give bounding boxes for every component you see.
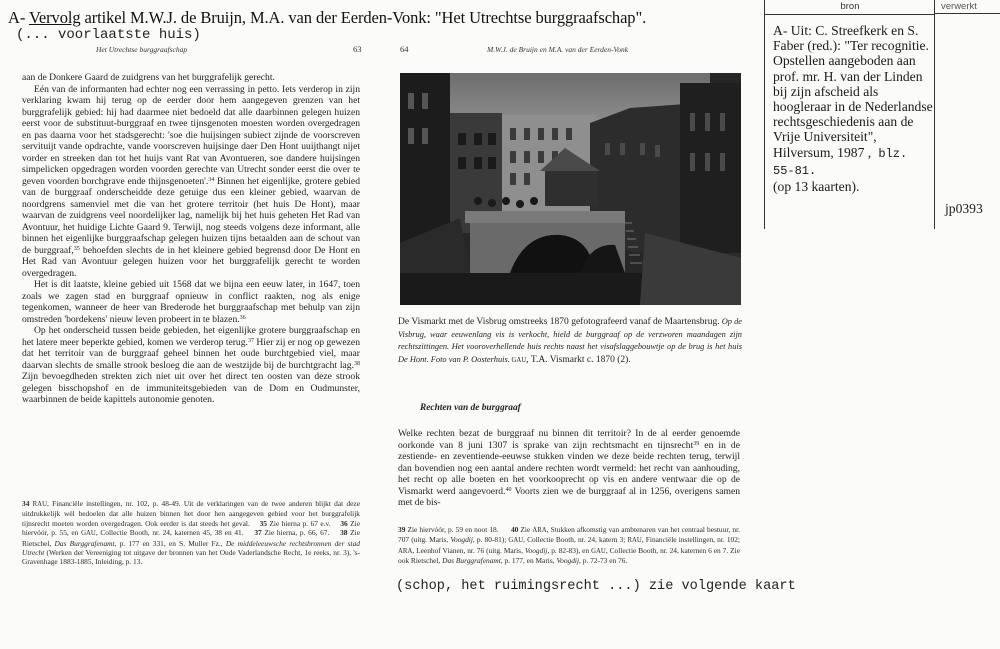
footnote-ref: 37 [247,337,254,344]
footnote-text: Zie hiervóór, p. 55, en [22,518,361,538]
processed-cell [934,14,1000,229]
footnote-text: , Collectie Booth, nr. 24, katernen 45, 38 en 41. [95,528,244,538]
cited-title: Voogdij [556,556,580,566]
paragraph-text: Hier zij er nog op gewezen dat het territoir van de burggraaf geheel binnen het oude burchtgebied viel, maar daarvan slechts de smalle strook besloeg die aan de westzijde bij de burchtgracht lag. [22,336,360,371]
card-title [8,8,646,28]
paragraph-text: en in de zestiende- en zeventiende-eeuwse stukken vinden we deze beide rechten terug, terwijl dan bovendien nog een aantal andere rechten wordt vermeld: het recht van aanhouding, het recht op alle boeten en het voorkooprecht op vis en andere ventwaar die op de Vismarkt werd aangevoerd. [398,439,740,497]
cited-title: Voogdij [524,545,548,555]
footnote-text: , p. 82-83), en [547,545,592,555]
paragraph [22,84,360,280]
cited-title: Voogdij [450,535,473,545]
footnote-ref: 38 [354,360,360,367]
right-running-head: M.W.J. de Bruijn en M.A. van der Eerden-Vonk [487,45,629,54]
continuation-note: (schop, het ruimingsrecht ...) zie volgende kaart [396,579,796,594]
caption-text: , T.A. Vismarkt c. 1870 (2). [526,354,631,365]
paragraph: aan de Donkere Gaard de zuidgrens van het burggrafelijk gerecht. [22,72,275,83]
photo-caption [398,316,742,366]
footnote-number: 40 [510,525,519,534]
column-header-bron: bron [764,0,935,15]
column-header-verwerkt: verwerkt [934,0,1000,14]
title-prefix: A- [8,8,29,27]
card-subtitle: (... voorlaatste huis) [16,27,201,43]
footnote-text: , p. 72-73 en 76. [579,556,628,566]
footnote-text: , Financiële instellingen, nr. 102; [641,535,740,545]
source-card-count: (op 13 kaarten). [773,179,860,195]
footnote-number: 36 [340,518,348,528]
paragraph-text: behoefden slechts de in het kleinere gebied begrensd door De Hont en Het Rad van Avontuur gelegen huizen voor het burggrafelijk gerecht te worden overgedragen. [22,244,360,279]
archive-abbr: GAU [591,547,606,555]
footnote-number: 39 [398,525,406,534]
archive-abbr: ARA [532,527,547,534]
archive-abbr: ARA [398,547,413,555]
archive-abbr: GAU [81,530,96,538]
paragraph-text: Op het onderscheid tussen beide gebieden, het eigenlijke grotere burggraafschap en het latere meer beperkte gebied, komen we verderop terug. [22,325,360,348]
historic-photo [400,73,741,305]
source-pages: blz. 55-81. [773,146,908,178]
left-page-number: 63 [353,44,362,54]
footnote-text: , p. 177, en Maris, [500,556,557,566]
paragraph-text: Eén van de informanten had echter nog een verrassing in petto. Iets verderop in zijn verklaring kwam hij terug op de eerder door hem aangegeven grenzen van het burggrafelijk gebied: hij had daarmee niet bedoeld dat alle daarbinnen gelegen huizen eerst voor de substituut-burggraaf en twee tijnsgenoten moesten worden overgedragen en pas daarna voor het stadsgerecht: 'soe die huijsingen subiect zijnde de voorscreven servituijt vande opdrachte, vande voorscreven huijsinge daer Den Hont uuijthangt nijet vorder en streeken dan tot het huijs vant Rat van Avontueren, soe dandere huijsingen simpelicken opgedragen worden voorden gerechte van Utrecht sonder eerst die over te geven voorden borchgrave ende thijnsgenoeten'. [22,83,360,187]
footnote-ref: 39 [693,440,700,447]
footnote-ref: 36 [239,314,246,321]
footnote-text: (Werken der Vereeniging tot uitgave der bronnen van het Oude Vaderlandsche Recht, 1e reeks, nr. 3), 's-Gravenhage 1883-1885, Inleiding, p. 13. [22,548,360,567]
footnote-number: 35 [259,518,267,528]
footnote-number: 37 [254,528,262,538]
processed-code: jp0393 [945,201,983,216]
footnote-ref: 34 [208,176,215,183]
left-body-text [22,72,360,406]
source-citation: A- Uit: C. Streefkerk en S. Faber (red.): "Ter recognitie. Opstellen aangeboden aan prof. mr. H. van der Linden bij zijn afscheid als hoogleraar in de Nederlandse rechtsgeschiedenis aan de Vrije Universiteit", Hilversum, 1987 , [773,23,933,160]
archive-abbr: RAU [32,501,47,508]
title-underlined-word: Vervolg [28,8,81,27]
caption-italic-text: Op de Visbrug, waar eeuwenlang vis is verkocht, hield de burggraaf op de verzworen maandagen zijn rechtszittingen. Het vooroverhellende huis rechts naast het visafslaggebouwtje op de brug is het huis De Hont. Foto van P. Oosterhuis. [398,317,743,364]
footnote-text: Zie hierna p. 67 e.v. [266,518,331,528]
cited-title: Das Burggrafenamt [54,538,115,548]
vismarkt-photo-icon [400,73,741,305]
footnote-text: Zie [518,525,533,534]
right-footnotes [398,525,740,566]
footnote-text: , Stukken afkomstig van ambtenaren van het centraal bestuur, nr. 707 (uitg. Maris, [398,525,740,545]
archive-abbr: GAU [509,356,527,364]
footnote-text: , Leenhof Vianen, nr. 76 (uitg. Maris, [412,545,525,555]
footnote-text: , Financiële instellingen, nr. 102, p. 48-49. Uit de verklaringen van de twee anderen blijkt dat deze uitdrukkelijk wèl bedoelen dat alle huizen binnen het door hen aangegeven gebied voor het burggrafelijk tijnsrecht moeten worden overgedragen. Ook eerder is dat steeds het geval. [22,499,360,528]
footnote-text: Zie hierna, p. 66, 67. [261,528,330,538]
left-footnotes [22,499,360,567]
cited-title: De middeleeuwsche rechtsbronnen der stad Utrecht [22,538,360,558]
left-running-head: Het Utrechtse burggraafschap [96,45,188,54]
footnote-text: Zie Rietschel, [22,528,360,548]
right-page-number: 64 [400,44,409,54]
footnote-number: 34 [22,499,30,508]
paragraph-text: Voorts zien we de burggraaf al in 1256, overigens samen met de bis- [398,485,740,508]
footnote-text: , Collectie Booth, nr. 24, katern 3; [523,535,628,545]
footnote-text: Zie hiervóór, p. 59 en noot 18. [405,525,499,534]
footnote-text: , p. 177 en 331, en S. Muller Fz., [114,538,226,548]
cited-title: Das Burggrafenamt [442,556,501,566]
index-table [764,0,1000,229]
paragraph [398,428,740,509]
footnote-number: 38 [340,528,348,538]
right-body-text [398,428,740,509]
source-cell [764,14,934,229]
paragraph [22,325,360,406]
paragraph-text: Binnen het eigenlijke, grotere gebied van de burggraaf onderscheidde deze getuige dus een kleiner gebied, waarvan de noordgrens samenviel met die van het grotere territoir (het huis De Hont), maar waarvan de zuidgrens veel noordelijker lag, namelijk bij het huis geheten Het Rad van Avontuur, het huidige Lichte Gaard 9. Terwijl, nog steeds volgens deze informant, alle binnen het eigenlijke burggraafschap gelegen huizen tijns betaalden aan de schout van de burggraaf, [22,175,360,256]
title-text: artikel M.W.J. de Bruijn, M.A. van der Eerden-Vonk: "Het Utrechtse burggraafschap". [80,8,647,27]
paragraph-text: Zijn bevoegdheden strekten zich niet uit over het direct ten oosten van deze strook gelegen bisschopshof en de immuniteitsgebieden van de Dom en Oudmunster, waarbinnen de beide kapittels autonomie genoten. [22,371,360,405]
paragraph [22,279,360,325]
footnote-ref: 35 [73,245,80,252]
archive-abbr: GAU [508,537,524,545]
footnote-text: , Collectie Booth, nr. 24, katernen 6 en 7. Zie ook Rietschel, [398,545,740,566]
paragraph-text: Het is dit laatste, kleine gebied uit 1568 dat we bijna een eeuw later, in 1647, toen zoals we zagen stad en burggraaf opnieuw in conflict raakten, nog als enige tegenkomen, wanneer de heer van Brederode het burggraafschap met behulp van zijn omstreden 'bordekens' nieuw leven probeert in te blazen. [22,279,360,325]
section-heading: Rechten van de burggraaf [420,403,521,413]
footnote-text: , p. 80-81); [472,535,509,545]
footnote-ref: 40 [505,486,512,493]
caption-text: De Vismarkt met de Visbrug omstreeks 1870 gefotografeerd vanaf de Maartensbrug. [398,317,720,327]
paragraph-text: Welke rechten bezat de burggraaf nu binnen dit territoir? In de al eerder genoemde oorkonde van 8 juni 1307 is sprake van zijn rechtsmacht en tijnsrecht [398,428,740,451]
archive-abbr: RAU [627,537,642,545]
